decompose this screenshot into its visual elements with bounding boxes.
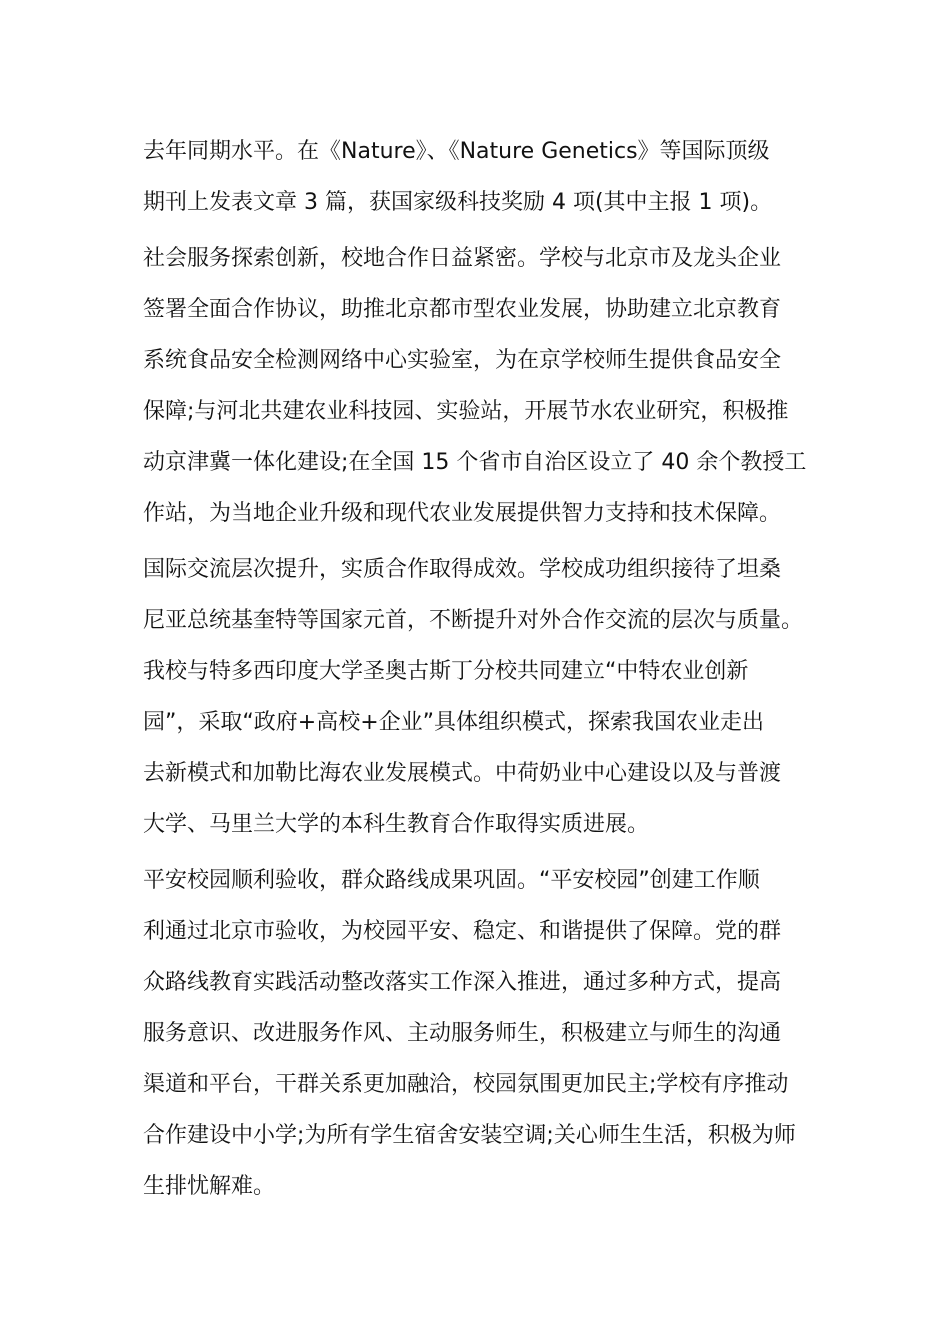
- paragraph-social-service: [143, 233, 808, 539]
- paragraph-research-output: [143, 126, 808, 228]
- text-line: 我校与特多西印度大学圣奥古斯丁分校共同建立“中特农业创新: [143, 659, 749, 684]
- document-body: [143, 126, 808, 1217]
- text-line: 合作建设中小学;为所有学生宿舍安装空调;关心师生生活，积极为师: [143, 1123, 796, 1148]
- text-line: 众路线教育实践活动整改落实工作深入推进，通过多种方式，提高: [143, 970, 782, 995]
- text-line: 动京津冀一体化建设;在全国 15 个省市自治区设立了 40 余个教授工: [143, 450, 807, 475]
- text-line: 服务意识、改进服务作风、主动服务师生，积极建立与师生的沟通: [143, 1021, 782, 1046]
- text-line: 社会服务探索创新，校地合作日益紧密。学校与北京市及龙头企业: [143, 246, 782, 271]
- text-line: 去新模式和加勒比海农业发展模式。中荷奶业中心建设以及与普渡: [143, 761, 782, 786]
- paragraph-international-exchange: [143, 544, 808, 850]
- text-line: 期刊上发表文章 3 篇，获国家级科技奖励 4 项(其中主报 1 项)。: [143, 190, 773, 215]
- paragraph-safe-campus: [143, 855, 808, 1212]
- text-line: 保障;与河北共建农业科技园、实验站，开展节水农业研究，积极推: [143, 399, 789, 424]
- text-line: 去年同期水平。在《Nature》、《Nature Genetics》等国际顶级: [143, 139, 770, 164]
- text-line: 大学、马里兰大学的本科生教育合作取得实质进展。: [143, 812, 650, 837]
- text-line: 平安校园顺利验收，群众路线成果巩固。“平安校园”创建工作顺: [143, 868, 760, 893]
- text-line: 渠道和平台，干群关系更加融洽，校园氛围更加民主;学校有序推动: [143, 1072, 789, 1097]
- text-line: 生排忧解难。: [143, 1174, 276, 1199]
- text-line: 利通过北京市验收，为校园平安、稳定、和谐提供了保障。党的群: [143, 919, 782, 944]
- text-line: 国际交流层次提升，实质合作取得成效。学校成功组织接待了坦桑: [143, 557, 782, 582]
- text-line: 园”，采取“政府+高校+企业”具体组织模式，探索我国农业走出: [143, 710, 765, 735]
- text-line: 签署全面合作协议，助推北京都市型农业发展，协助建立北京教育: [143, 297, 782, 322]
- text-line: 尼亚总统基奎特等国家元首，不断提升对外合作交流的层次与质量。: [143, 608, 804, 633]
- text-line: 作站，为当地企业升级和现代农业发展提供智力支持和技术保障。: [143, 501, 782, 526]
- text-line: 系统食品安全检测网络中心实验室，为在京学校师生提供食品安全: [143, 348, 782, 373]
